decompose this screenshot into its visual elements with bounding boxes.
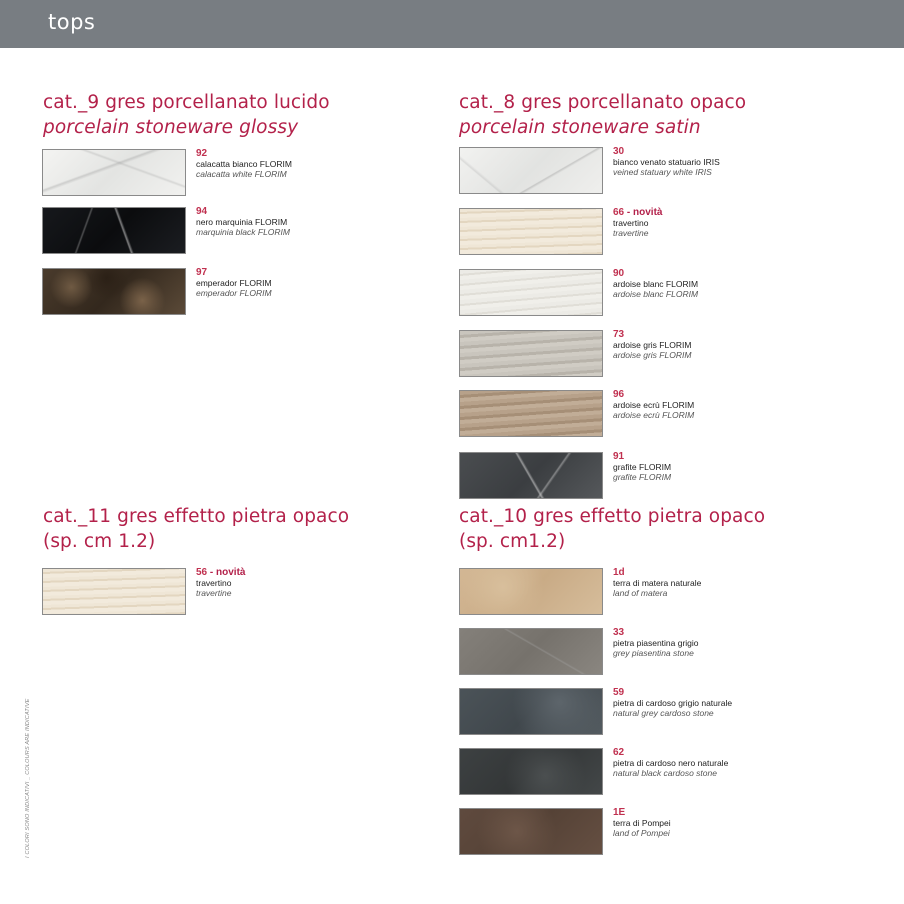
item-name: pietra piasentina grigio [613, 638, 699, 648]
section-title-thickness: (sp. cm 1.2) [43, 531, 156, 552]
section-cat9 [43, 90, 330, 140]
item-code: 96 [613, 389, 625, 400]
item-code: 73 [613, 329, 625, 340]
item-code: 56 - novità [196, 567, 246, 578]
swatch-cardoso-grey [459, 688, 603, 735]
item-name-en: land of Pompei [613, 828, 670, 838]
item-name: grafite FLORIM [613, 462, 672, 472]
item-code: 30 [613, 146, 625, 157]
item-name-en: land of matera [613, 588, 668, 598]
item-name: travertino [613, 218, 649, 228]
swatch-ardoise-ecru [459, 390, 603, 437]
item-name-en: emperador FLORIM [196, 288, 272, 298]
item-name-en: marquinia black FLORIM [196, 227, 291, 237]
item-name: travertino [196, 578, 232, 588]
item-name: nero marquinia FLORIM [196, 217, 288, 227]
item-name: bianco venato statuario IRIS [613, 157, 720, 167]
novelty-badge: - novità [624, 207, 663, 218]
swatch-marquinia-black [42, 207, 186, 254]
item-name: calacatta bianco FLORIM [196, 159, 292, 169]
swatch-grafite [459, 452, 603, 499]
item-name: pietra di cardoso grigio naturale [613, 698, 733, 708]
item-code: 59 [613, 687, 625, 698]
swatch-travertine [42, 568, 186, 615]
item-name: emperador FLORIM [196, 278, 272, 288]
novelty-badge: - novità [207, 567, 246, 578]
swatch-ardoise-blanc [459, 269, 603, 316]
swatch-ardoise-gris [459, 330, 603, 377]
page-title: tops [48, 10, 96, 34]
item-name-en: natural black cardoso stone [613, 768, 717, 778]
item-name-en: grafite FLORIM [613, 472, 672, 482]
swatch-pompei-brown [459, 808, 603, 855]
section-title-it: cat._10 gres effetto pietra opaco [459, 506, 766, 527]
swatch-travertine [459, 208, 603, 255]
item-name-en: ardoise gris FLORIM [613, 350, 692, 360]
swatch-matera-sand [459, 568, 603, 615]
item-name: ardoise ecrù FLORIM [613, 400, 695, 410]
item-name: pietra di cardoso nero naturale [613, 758, 729, 768]
section-cat8 [459, 90, 746, 140]
section-title-it: cat._9 gres porcellanato lucido [43, 92, 330, 113]
item-name-en: calacatta white FLORIM [196, 169, 287, 179]
item-code: 90 [613, 268, 625, 279]
item-name: ardoise gris FLORIM [613, 340, 692, 350]
item-name-en: ardoise ecrù FLORIM [613, 410, 695, 420]
item-code: 1d [613, 567, 625, 578]
item-name: terra di Pompei [613, 818, 671, 828]
section-title-en: porcelain stoneware satin [459, 117, 701, 138]
section-title-en: porcelain stoneware glossy [43, 117, 299, 138]
section-cat10 [459, 504, 765, 554]
item-code: 94 [196, 206, 208, 217]
item-code: 92 [196, 148, 208, 159]
swatch-cardoso-black [459, 748, 603, 795]
swatch-emperador [42, 268, 186, 315]
swatch-calacatta-white [42, 149, 186, 196]
item-name-en: grey piasentina stone [613, 648, 694, 658]
swatch-piasentina-grey [459, 628, 603, 675]
header-bar [0, 0, 904, 48]
swatch-statuary-white [459, 147, 603, 194]
item-name-en: natural grey cardoso stone [613, 708, 714, 718]
item-name-en: travertine [196, 588, 232, 598]
item-code: 97 [196, 267, 208, 278]
item-code: 33 [613, 627, 625, 638]
item-name: terra di matera naturale [613, 578, 702, 588]
item-code: 62 [613, 747, 625, 758]
section-title-it: cat._8 gres porcellanato opaco [459, 92, 747, 113]
item-code: 66 - novità [613, 207, 663, 218]
item-name-en: veined statuary white IRIS [613, 167, 712, 177]
item-name: ardoise blanc FLORIM [613, 279, 699, 289]
section-cat11 [43, 504, 349, 554]
disclaimer-note: I COLORI SONO INDICATIVI _ COLOURS ARE INDICATIVE [25, 698, 31, 858]
section-title-thickness: (sp. cm1.2) [459, 531, 566, 552]
item-name-en: travertine [613, 228, 649, 238]
section-title-it: cat._11 gres effetto pietra opaco [43, 506, 350, 527]
item-code: 1E [613, 807, 626, 818]
item-code: 91 [613, 451, 625, 462]
item-name-en: ardoise blanc FLORIM [613, 289, 699, 299]
